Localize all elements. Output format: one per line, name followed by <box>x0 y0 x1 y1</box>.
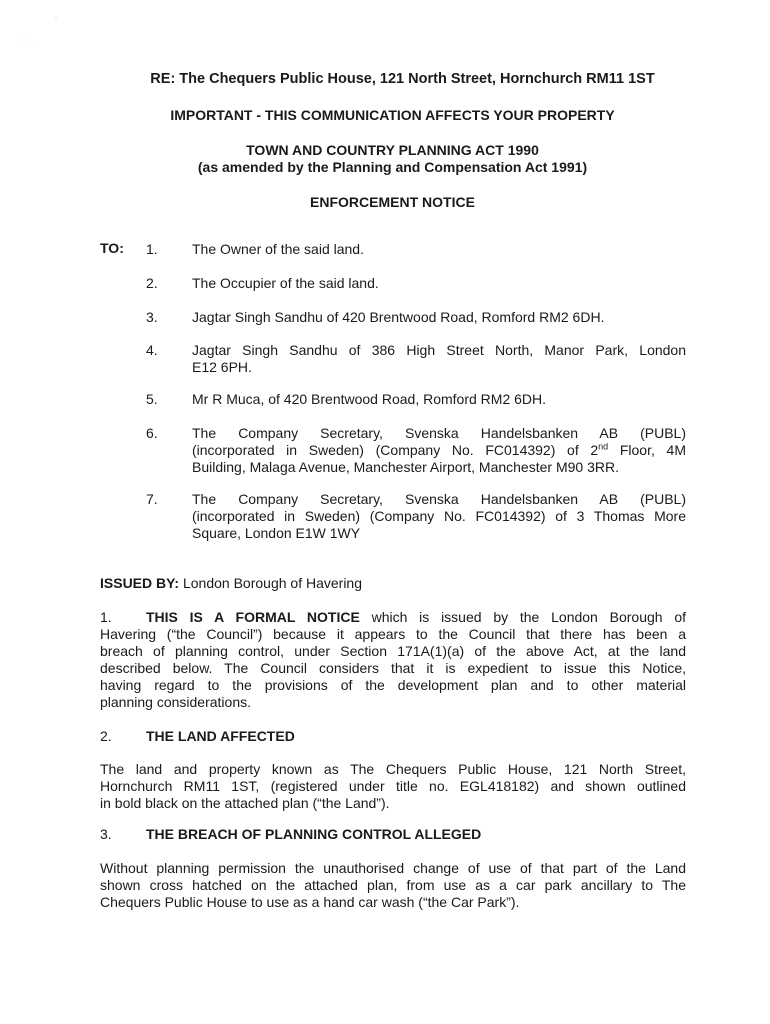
recipient-text: The Occupier of the said land. <box>192 275 379 291</box>
recipient-item <box>146 391 686 408</box>
recipient-item <box>146 491 686 542</box>
section-2-line: Hornchurch RM11 1ST, (registered under title no. EGL418182) and shown outlined <box>100 778 686 794</box>
act-amendment-heading: (as amended by the Planning and Compensation Act 1991) <box>197 159 588 175</box>
section-3-line: shown cross hatched on the attached plan, from use as a car park ancillary to The <box>100 877 686 893</box>
recipient-text: Mr R Muca, of 420 Brentwood Road, Romford RM2 6DH. <box>192 391 547 407</box>
section-3-line: Without planning permission the unauthorised change of use of that part of the Land <box>100 860 686 876</box>
recipient-text <box>192 442 686 459</box>
section-1-text: which is issued by the London Borough of <box>359 609 687 625</box>
recipient-item <box>146 342 686 376</box>
section-3-title: THE BREACH OF PLANNING CONTROL ALLEGED <box>146 826 482 842</box>
section-number: 2. <box>100 728 112 744</box>
section-3-paragraph <box>100 860 686 911</box>
recipient-text: Building, Malaga Avenue, Manchester Airport, Manchester M90 3RR. <box>192 459 619 475</box>
section-3-heading <box>100 826 481 842</box>
re-line: RE: The Chequers Public House, 121 North Street, Hornchurch RM11 1ST <box>150 71 655 87</box>
section-1-line: Havering (“the Council”) because it appears to the Council that there has been a <box>100 626 686 642</box>
recipient-number: 1. <box>146 241 158 257</box>
issued-by-value: London Borough of Havering <box>179 575 363 591</box>
formal-notice-lead: THIS IS A FORMAL NOTICE <box>146 609 360 625</box>
recipient-text: The Owner of the said land. <box>192 241 364 257</box>
section-3-line: Chequers Public House to use as a hand car wash (“the Car Park”). <box>100 894 520 910</box>
recipient-text-part: Floor, 4M <box>608 442 686 458</box>
recipient-text: The Company Secretary, Svenska Handelsbanken AB (PUBL) <box>192 425 686 441</box>
recipient-text-part: (incorporated in Sweden) (Company No. FC014392) of 2 <box>192 442 599 458</box>
important-heading: IMPORTANT - THIS COMMUNICATION AFFECTS YOUR PROPERTY <box>170 107 615 123</box>
recipients-label: TO: <box>100 240 124 256</box>
recipient-item <box>146 275 686 292</box>
scan-marks <box>20 10 80 50</box>
section-2-paragraph <box>100 761 686 812</box>
issued-by <box>100 575 362 591</box>
recipient-item <box>146 309 686 326</box>
ordinal-suffix: nd <box>598 441 609 452</box>
recipient-text: Jagtar Singh Sandhu of 386 High Street North, Manor Park, London <box>192 342 686 358</box>
section-1-line: planning considerations. <box>100 694 251 710</box>
section-2-title: THE LAND AFFECTED <box>146 728 295 744</box>
recipient-number: 5. <box>146 391 158 407</box>
recipient-number: 6. <box>146 425 158 441</box>
recipient-text: (incorporated in Sweden) (Company No. FC014392) of 3 Thomas More <box>192 508 686 524</box>
recipient-text: Jagtar Singh Sandhu of 420 Brentwood Road, Romford RM2 6DH. <box>192 309 605 325</box>
act-heading: TOWN AND COUNTRY PLANNING ACT 1990 <box>246 142 539 158</box>
section-1-line <box>100 609 686 626</box>
recipient-number: 4. <box>146 342 158 358</box>
recipient-text: The Company Secretary, Svenska Handelsbanken AB (PUBL) <box>192 491 686 507</box>
section-1-line: breach of planning control, under Section 171A(1)(a) of the above Act, at the land <box>100 643 686 659</box>
notice-title: ENFORCEMENT NOTICE <box>310 194 475 210</box>
recipient-text: E12 6PH. <box>192 359 252 375</box>
section-number: 1. <box>100 609 112 625</box>
section-number: 3. <box>100 826 112 842</box>
recipient-number: 2. <box>146 275 158 291</box>
section-2-line: in bold black on the attached plan (“the Land”). <box>100 795 390 811</box>
recipient-text: Square, London E1W 1WY <box>192 525 361 541</box>
section-1-line: having regard to the provisions of the development plan and to other material <box>100 677 686 693</box>
section-1-paragraph <box>100 609 686 711</box>
recipient-number: 3. <box>146 309 158 325</box>
section-2-heading <box>100 728 295 744</box>
section-1-line: described below. The Council considers that it is expedient to issue this Notice, <box>100 660 686 676</box>
recipient-number: 7. <box>146 491 158 507</box>
section-2-line: The land and property known as The Chequers Public House, 121 North Street, <box>100 761 686 777</box>
recipient-item <box>146 425 686 476</box>
recipient-item <box>146 241 686 258</box>
issued-by-label: ISSUED BY: <box>100 575 180 591</box>
